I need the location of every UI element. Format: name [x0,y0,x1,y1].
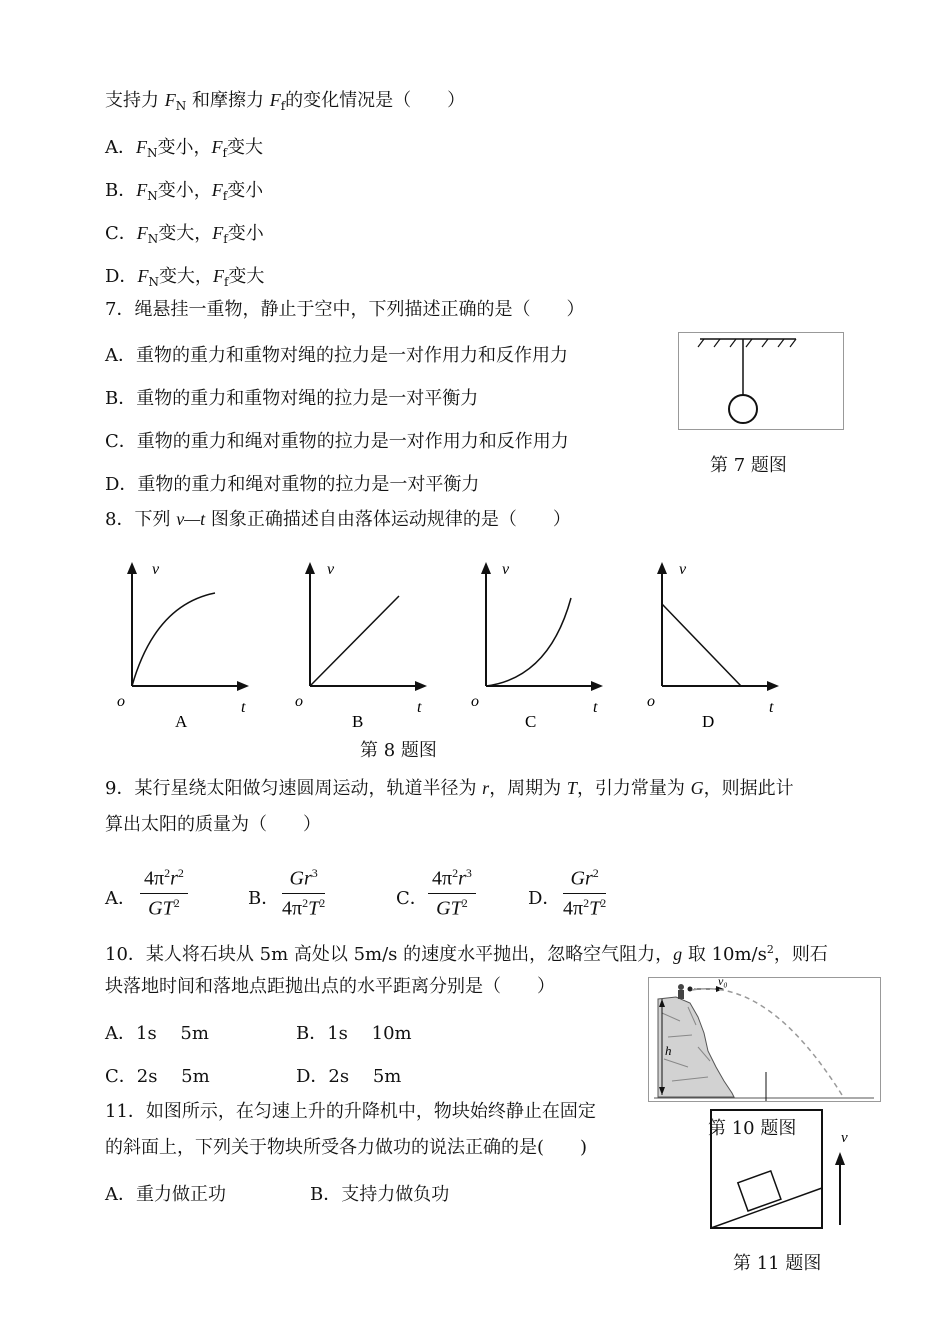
q9-stem-line2: 算出太阳的质量为（ ） [105,814,321,835]
fig11-elevator-incline [710,1108,860,1233]
q11-option-a: A．重力做正功 [105,1184,226,1205]
q11-stem-line2: 的斜面上，下列关于物块所受各力做功的说法正确的是( ) [105,1137,588,1158]
q7-option-a: A．重物的重力和重物对绳的拉力是一对作用力和反作用力 [105,345,568,366]
svg-text:v: v [841,1130,848,1146]
graph-a [115,560,255,731]
q7-option-d: D．重物的重力和绳对重物的拉力是一对平衡力 [105,474,480,495]
q10-stem-line1: 10．某人将石块从 5m 高处以 5m/s 的速度水平抛出，忽略空气阻力，g 取 $10m/s^2$，则石 [105,943,828,965]
q9-option-d-label: D． [528,888,561,909]
q10-option-d: D．2s 5m [296,1066,402,1087]
graph-d-label: D [702,712,715,731]
q9-option-a-formula: $\frac{4\pi^2r^2}{GT^2}$ [140,866,188,920]
svg-text:v: v [502,561,510,578]
q7-stem: 7．绳悬挂一重物，静止于空中，下列描述正确的是（ ） [105,299,585,320]
fig11-caption: 第 11 题图 [733,1253,822,1274]
fig10-caption: 第 10 题图 [708,1118,797,1139]
q9-option-c-formula: $\frac{4\pi^2r^3}{GT^2}$ [428,866,476,920]
svg-text:o: o [117,693,125,710]
svg-text:t: t [593,699,598,716]
q10-option-b: B．1s 10m [296,1023,412,1044]
q7-option-b: B．重物的重力和重物对绳的拉力是一对平衡力 [105,388,479,409]
svg-text:o: o [647,693,655,710]
q9-option-a-label: A． [105,888,136,909]
svg-text:v: v [152,561,160,578]
q9-option-c-label: C． [396,888,428,909]
graph-c-label: C [525,712,537,731]
q9-stem-line1: 9．某行星绕太阳做匀速圆周运动，轨道半径为 r，周期为 T，引力常量为 G，则据此计 [105,778,794,799]
svg-text:v: v [679,561,687,578]
q7-option-c: C．重物的重力和绳对重物的拉力是一对作用力和反作用力 [105,431,569,452]
graph-a-label: A [175,712,188,731]
q6-stem-tail: 支持力 $F_N$ 和摩擦力 $F_f$的变化情况是（ ） [105,90,466,113]
q6-option-d: D．$F_N$变大，$F_f$变大 [105,266,265,289]
q10-stem-line2: 块落地时间和落地点距抛出点的水平距离分别是（ ） [105,976,555,997]
q9-option-d-formula: $\frac{Gr^2}{4\pi^2T^2}$ [563,866,607,920]
svg-text:o: o [295,693,303,710]
q9-option-b-label: B． [248,888,280,909]
q11-stem-line1: 11．如图所示，在匀速上升的升降机中，物块始终静止在固定 [105,1101,596,1122]
svg-text:o: o [471,693,479,710]
svg-text:t: t [769,699,774,716]
graph-b-label: B [352,712,364,731]
svg-text:v₀: v₀ [718,974,728,988]
graph-d [645,560,785,731]
q10-option-c: C．2s 5m [105,1066,210,1087]
q6-option-a: A．$F_N$变小，$F_f$变大 [105,137,263,160]
q10-option-a: A．1s 5m [105,1023,209,1044]
fig7-caption: 第 7 题图 [710,455,787,476]
graph-b [293,560,433,731]
graph-c [469,560,609,731]
q9-option-b-formula: $\frac{Gr^3}{4\pi^2T^2}$ [282,866,326,920]
svg-text:v: v [327,561,335,578]
svg-text:t: t [417,699,422,716]
q6-option-b: B．$F_N$变小，$F_f$变小 [105,180,264,203]
fig10-projectile-cliff [648,974,881,1102]
fig8-caption: 第 8 题图 [360,740,437,761]
svg-text:t: t [241,699,246,716]
fig7-pendulum [678,332,844,430]
svg-text:h: h [665,1043,672,1058]
q8-stem: 8．下列 v—t 图象正确描述自由落体运动规律的是（ ） [105,509,571,530]
q11-option-b: B．支持力做负功 [310,1184,450,1205]
q6-option-c: C．$F_N$变大，$F_f$变小 [105,223,264,246]
